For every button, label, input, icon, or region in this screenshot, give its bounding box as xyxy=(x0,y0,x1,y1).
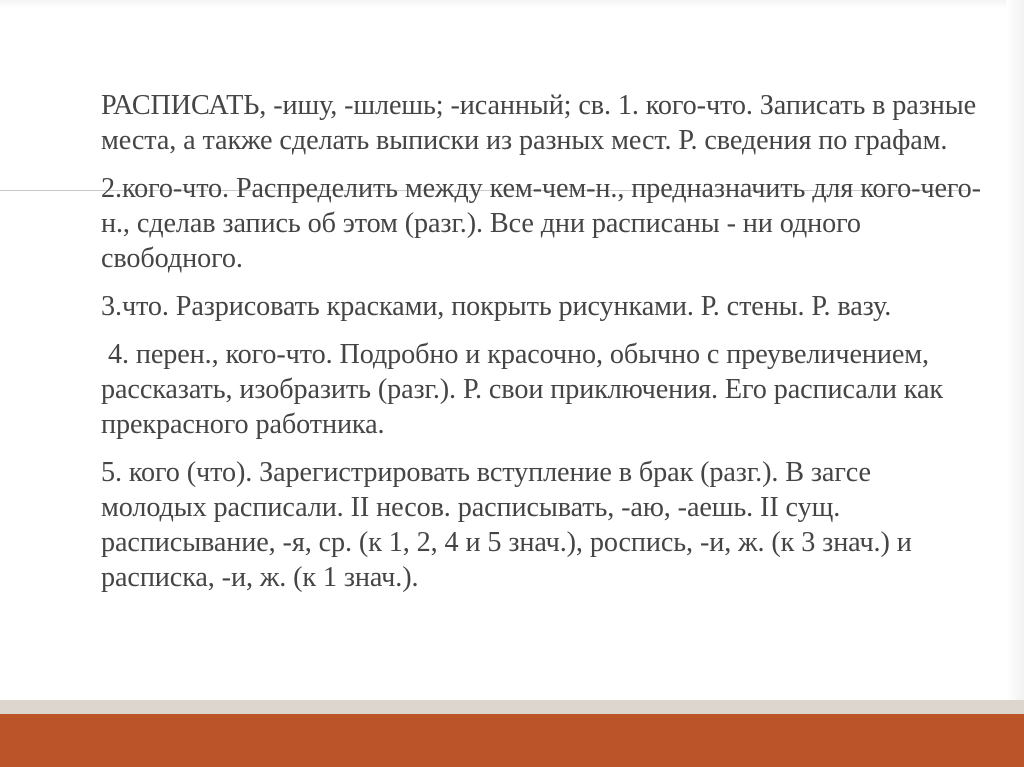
definition-text xyxy=(101,88,981,608)
footer-accent-bar xyxy=(0,714,1024,767)
footer-strip xyxy=(0,700,1024,714)
definition-paragraph-5: 5. кого (что). Зарегистрировать вступление в брак (разг.). В загсе молодых расписали. II несов. расписывать, -аю, -аешь. II сущ. расписывание, -я, ср. (к 1, 2, 4 и 5 знач.), роспись, -и, ж. (к 3 знач.) и расписка, -и, ж. (к 1 знач.). xyxy=(101,457,919,593)
top-edge xyxy=(0,0,1024,8)
definition-paragraph-3: 3.что. Разрисовать красками, покрыть рисунками. Р. стены. Р. вазу. xyxy=(101,291,892,322)
definition-paragraph-4: 4. перен., кого-что. Подробно и красочно, обычно с преувеличением, рассказать, изобразить (разг.). Р. свои приключения. Его расписали как прекрасного работника. xyxy=(101,339,950,440)
definition-paragraph-2: 2.кого-что. Распределить между кем-чем-н., предназначить для кого-чего-н., сделав запись об этом (разг.). Все дни расписаны - ни одного свободного. xyxy=(101,173,981,274)
definition-paragraph-1: РАСПИСАТЬ, -ишу, -шлешь; -исанный; св. 1. кого-что. Записать в разные места, а также сделать выписки из разных мест. Р. сведения по графам. xyxy=(101,90,983,156)
right-edge-shadow xyxy=(1006,0,1024,700)
